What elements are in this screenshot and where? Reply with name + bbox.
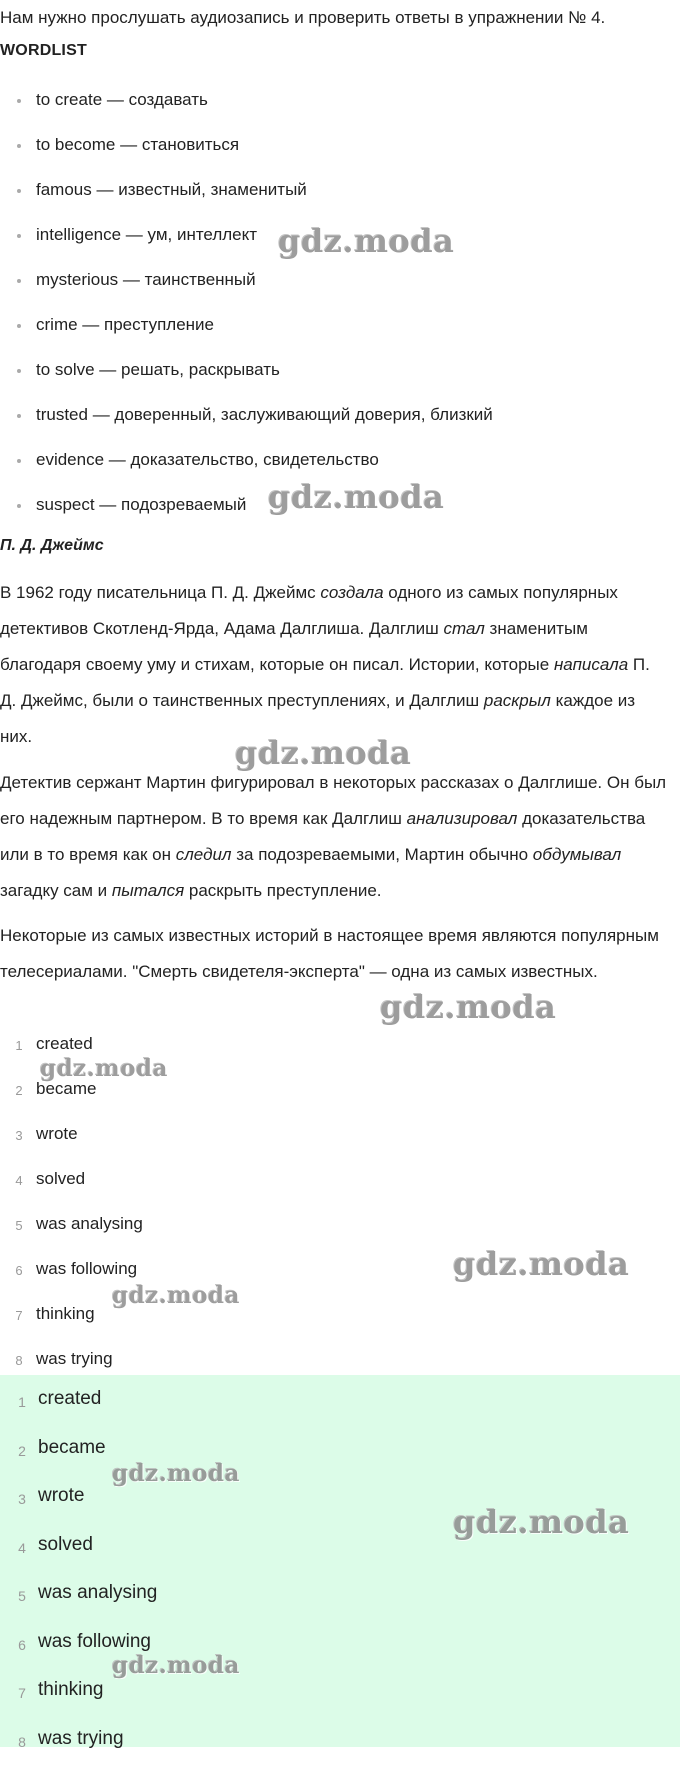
wordlist-entry: to create — создавать bbox=[36, 90, 208, 109]
answer-text: created bbox=[36, 1034, 93, 1053]
answer-box bbox=[0, 1375, 680, 1750]
wordlist bbox=[0, 90, 680, 540]
item-number: 5 bbox=[15, 1218, 23, 1233]
item-number: 7 bbox=[18, 1685, 26, 1701]
list-item bbox=[0, 270, 680, 315]
paragraph-text: Детектив сержант Мартин фигурировал в некоторых рассказах о Далглише. Он был его надежным партнером. В то время как Далглиш bbox=[0, 773, 667, 828]
list-item bbox=[0, 1388, 680, 1437]
watermark: gdz.moda bbox=[268, 478, 445, 516]
bullet-icon bbox=[17, 144, 21, 148]
list-item bbox=[0, 1169, 680, 1214]
item-number: 8 bbox=[15, 1353, 23, 1368]
list-item bbox=[0, 1079, 680, 1124]
paragraph-text: знаменитым благодаря своему уму и стихам, которые он писал. Истории, которые bbox=[0, 619, 588, 674]
wordlist-entry: famous — известный, знаменитый bbox=[36, 180, 307, 199]
list-item bbox=[0, 1124, 680, 1169]
answer-text: was trying bbox=[36, 1349, 113, 1368]
answer-text: was following bbox=[36, 1259, 138, 1278]
paragraph-text: каждое из них. bbox=[0, 691, 636, 746]
answer-text: solved bbox=[36, 1169, 86, 1188]
answer-text: became bbox=[36, 1079, 97, 1098]
item-number: 6 bbox=[15, 1263, 23, 1278]
watermark: gdz.moda bbox=[112, 1460, 240, 1487]
paragraph-1 bbox=[0, 575, 670, 755]
item-number: 1 bbox=[18, 1394, 26, 1410]
bullet-icon bbox=[17, 99, 21, 103]
paragraph-text: В 1962 году писательница П. Д. Джеймс bbox=[0, 583, 321, 602]
paragraph-text: за подозреваемыми, Мартин обычно bbox=[231, 845, 533, 864]
author-heading: П. Д. Джеймс bbox=[0, 537, 104, 554]
item-number: 3 bbox=[18, 1491, 26, 1507]
bullet-icon bbox=[17, 414, 21, 418]
emphasis-verb: пытался bbox=[111, 881, 185, 900]
bullet-icon bbox=[17, 279, 21, 283]
answer-text: wrote bbox=[38, 1485, 85, 1506]
bullet-icon bbox=[17, 369, 21, 373]
answer-text: created bbox=[38, 1388, 102, 1409]
answer-text: became bbox=[38, 1436, 106, 1458]
answer-text: was trying bbox=[38, 1727, 124, 1749]
intro-text: Нам нужно прослушать аудиозапись и проверить ответы в упражнении № 4. bbox=[0, 8, 606, 27]
item-number: 2 bbox=[15, 1083, 23, 1098]
answer-text: thinking bbox=[38, 1679, 104, 1700]
watermark: gdz.moda bbox=[453, 1245, 630, 1283]
answer-text: wrote bbox=[36, 1124, 78, 1143]
emphasis-verb: раскрыл bbox=[483, 691, 551, 710]
list-item bbox=[0, 1437, 680, 1486]
paragraph-text: одного из самых популярных детективов Скотленд-Ярда, Адама Далглиша. Далглиш bbox=[0, 583, 618, 638]
wordlist-entry: suspect — подозреваемый bbox=[36, 495, 247, 514]
list-item bbox=[0, 90, 680, 135]
wordlist-entry: crime — преступление bbox=[36, 315, 215, 334]
wordlist-entry: intelligence — ум, интеллект bbox=[36, 225, 258, 244]
wordlist-entry: evidence — доказательство, свидетельство bbox=[36, 450, 379, 469]
item-number: 6 bbox=[18, 1636, 26, 1653]
watermark: gdz.moda bbox=[278, 222, 455, 260]
watermark: gdz.moda bbox=[112, 1282, 240, 1309]
list-item bbox=[0, 1728, 680, 1777]
paragraph-text: раскрыть преступление. bbox=[184, 881, 382, 900]
bullet-icon bbox=[17, 459, 21, 463]
list-item bbox=[0, 180, 680, 225]
emphasis-verb: анализировал bbox=[406, 809, 518, 828]
answer-text: solved bbox=[38, 1533, 93, 1555]
bullet-icon bbox=[17, 189, 21, 193]
emphasis-verb: следил bbox=[175, 845, 232, 864]
list-item bbox=[0, 1582, 680, 1631]
list-item bbox=[0, 135, 680, 180]
list-item bbox=[0, 405, 680, 450]
answer-text: was analysing bbox=[38, 1582, 158, 1603]
item-number: 8 bbox=[18, 1733, 26, 1750]
list-item bbox=[0, 1679, 680, 1728]
watermark: gdz.moda bbox=[112, 1652, 240, 1679]
item-number: 5 bbox=[18, 1588, 26, 1604]
watermark: gdz.moda bbox=[453, 1503, 630, 1541]
emphasis-verb: стал bbox=[443, 619, 485, 638]
list-item bbox=[0, 1304, 680, 1349]
paragraph-text: доказательства или в то время как он bbox=[0, 809, 646, 864]
list-item bbox=[0, 315, 680, 360]
answer-list-highlighted bbox=[0, 1388, 680, 1776]
emphasis-verb: создала bbox=[320, 583, 384, 602]
wordlist-entry: to solve — решать, раскрывать bbox=[36, 360, 280, 379]
item-number: 3 bbox=[15, 1128, 23, 1143]
answer-text: was following bbox=[38, 1630, 151, 1652]
watermark: gdz.moda bbox=[380, 988, 557, 1026]
emphasis-verb: написала bbox=[553, 655, 629, 674]
bullet-icon bbox=[17, 504, 21, 508]
paragraph-3: Некоторые из самых известных историй в настоящее время являются популярным телесериалами. "Смерть свидетеля-эксперта" — одна из самых известных. bbox=[0, 926, 659, 981]
item-number: 7 bbox=[15, 1308, 23, 1323]
bullet-icon bbox=[17, 234, 21, 238]
emphasis-verb: обдумывал bbox=[532, 845, 622, 864]
answer-list bbox=[0, 1034, 680, 1394]
item-number: 2 bbox=[18, 1442, 26, 1459]
wordlist-heading: WORDLIST bbox=[0, 42, 87, 59]
paragraph-text: П. Д. Джеймс, были о таинственных преступлениях, и Далглиш bbox=[0, 655, 650, 710]
watermark: gdz.moda bbox=[235, 734, 412, 772]
item-number: 4 bbox=[18, 1539, 26, 1556]
wordlist-entry: mysterious — таинственный bbox=[36, 270, 256, 289]
item-number: 1 bbox=[15, 1038, 23, 1053]
answer-text: was analysing bbox=[36, 1214, 143, 1233]
bullet-icon bbox=[17, 324, 21, 328]
item-number: 4 bbox=[15, 1173, 23, 1188]
watermark: gdz.moda bbox=[40, 1055, 168, 1082]
list-item bbox=[0, 1631, 680, 1680]
wordlist-entry: trusted — доверенный, заслуживающий доверия, близкий bbox=[36, 405, 493, 424]
wordlist-entry: to become — становиться bbox=[36, 135, 240, 154]
list-item bbox=[0, 360, 680, 405]
paragraph-2 bbox=[0, 765, 670, 909]
answer-text: thinking bbox=[36, 1304, 95, 1323]
paragraph-text: загадку сам и bbox=[0, 881, 112, 900]
